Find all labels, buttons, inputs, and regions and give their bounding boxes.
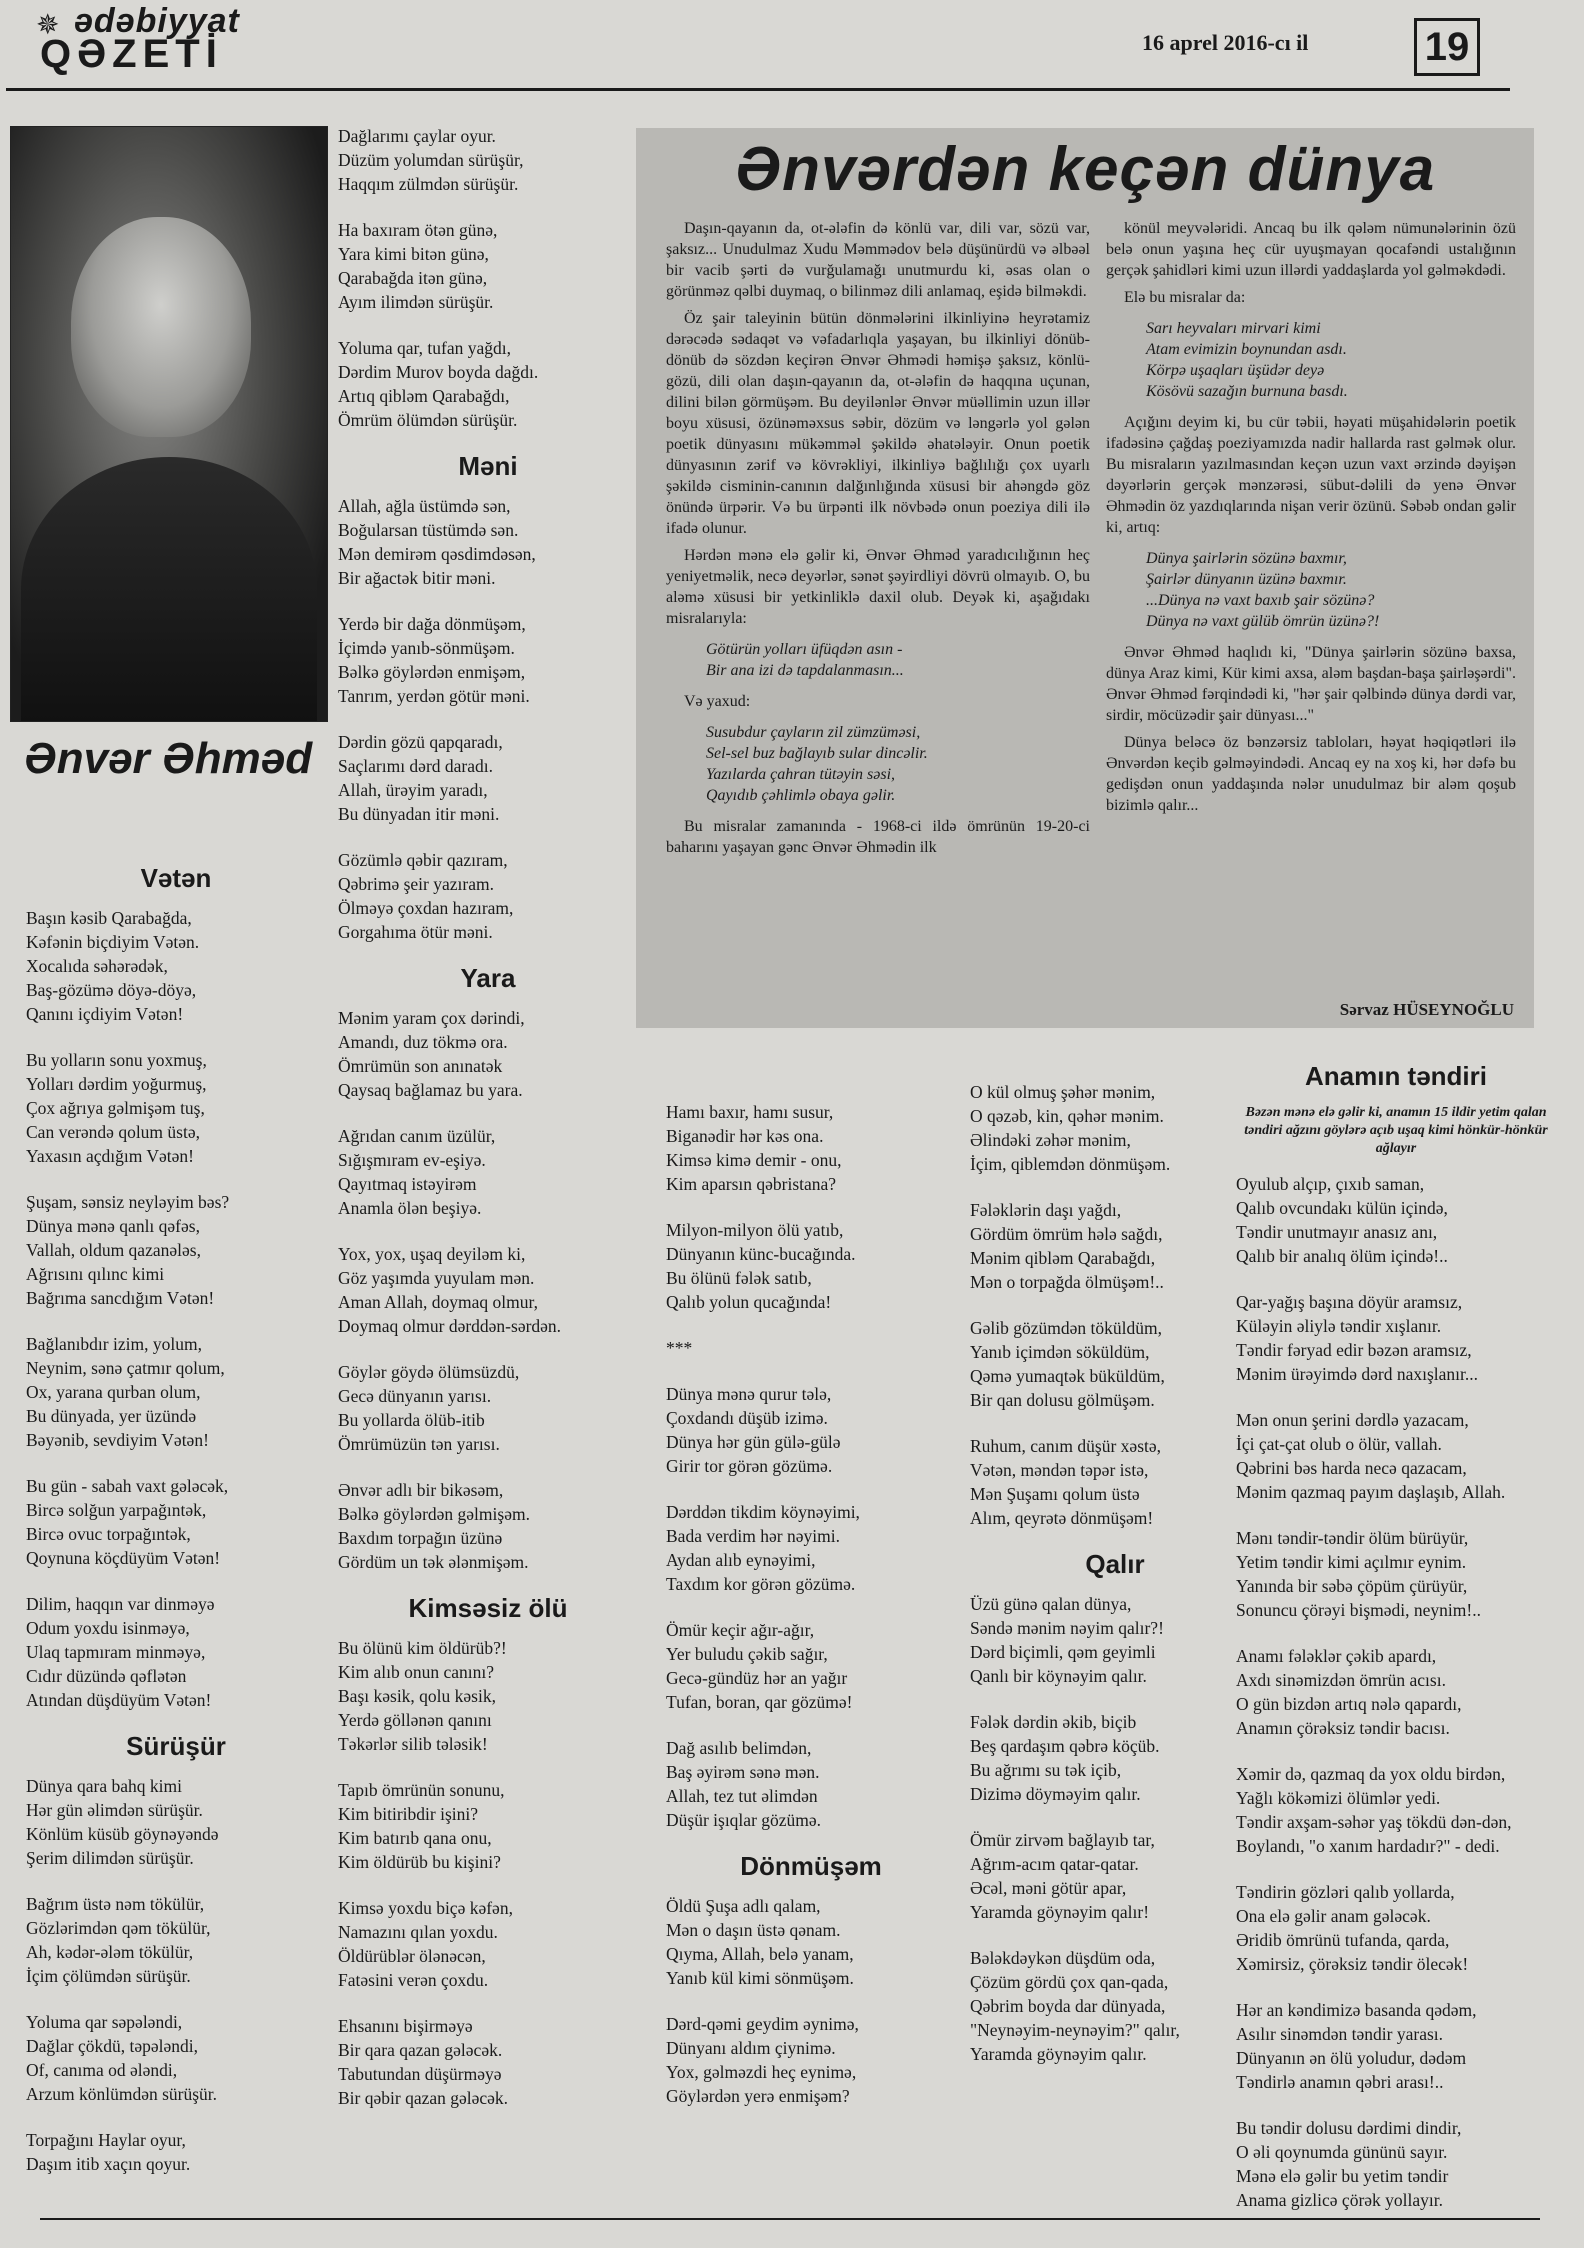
stanza: Qar-yağış başına döyür aramsız, Küləyin əliylə təndir xışlanır. Təndir fəryad edir bəzən aramsız, Mənim ürəyimdə dərd naxışlanır... [1236,1292,1479,1384]
stanza: Dağlarımı çaylar oyur. Düzüm yolumdan sürüşür, Haqqım zülmdən sürüşür. [338,126,524,194]
stanza: Ömür zirvəm bağlayıb tar, Ağrım-acım qatar-qatar. Əcəl, məni götür apar, Yaramda göynəyim qalır! [970,1830,1155,1922]
stanza-separator: *** [666,1338,693,1358]
stanza: Yox, yox, uşaq deyiləm ki, Göz yaşımda yuyulam mən. Aman Allah, doymaq olmur, Doymaq olmur dərddən-sərdən. [338,1244,562,1336]
poem-title-kimsesiz: Kimsəsiz ölü [408,1593,568,1623]
issue-date: 16 aprel 2016-cı il [1142,30,1309,55]
logo-line-2: QƏZETİ [40,32,223,76]
stanza: Hər an kəndimizə basanda qədəm, Asılır sinəmdən təndir yarası. Dünyanın ən ölü yoludur, dədəm Təndirlə anamın qəbri arası!.. [1236,2000,1477,2092]
article-paragraph: Açığını deyim ki, bu cür təbii, həyati müşahidələrin poetik ifadəsinə çağdaş poeziyamızda nadir hallarda rast gəlmək olur. Bu misraların yazılmasından keçən uzun vaxt ərzində dəyişən dəyərlərin gerçək mənzərəsi, sübut-dəlili də yenə Ənvər Əhmədin öz yazdıqlarında nişan verir özünü. Səbəb ondan gəlir ki, artıq: [1106,414,1516,536]
stanza: Başın kəsib Qarabağda, Kəfənin biçdiyim Vətən. Xocalıda səhərədək, Baş-gözümə döyə-döyə, Qanını içdiyim Vətən! [26,908,200,1024]
stanza: Allah, ağla üstümdə sən, Boğularsan tüstümdə sən. Mən demirəm qəsdimdəsən, Bir ağactək bitir məni. [338,496,536,588]
poem-title-anamin: Anamın təndiri [1304,1061,1487,1091]
article-verse: Susubdur çayların zil zümzüməsi, Sel-sel buz bağlayıb sular dincəlir. Yazılarda çahran tütəyin səsi, Qayıdıb çəhlimlə obaya gəlir. [706,724,928,804]
article-paragraph: Dünya beləcə öz bənzərsiz tabloları, həyat həqiqətləri ilə Ənvərdən keçib gəlməyindədi. Ancaq ey na xoş ki, hər dəfə bu gedişdən onun yaddaşında nələr unudulmaz bir aləm qoşub bizimlə qalır... [1106,734,1516,814]
article-paragraph: Öz şair taleyinin bütün dönmələrini ilkinliyinə heyrətamiz dərəcədə sədaqət və vəfadarlıqla yaşayan, bu ilkinliyi dönüb-dönüb də sözdən keçirən Ənvər Əhmədi həmişə şaksız, könlü-gözü, dili olan daşın-qayanın da, ot-ələfin də haqqına uçunan, dilini bilən görmüşəm. Bu deyilənlər Ənvər müəllimin uzun illər boyu xüsusi, özünəməxsus səbir, dözüm və ləngərlə yol gələn poetik dünyasını mükəmməl şəkildə əhatələyir. Onun poetik dünyasının zərif və kövrəkliyi, ilkinliyə bağlılığı çox uyarlı şəkildə cisminin-canının dalğınlığında xüsusi bir ahəngdə göz önündə ürpərir. Və bu ürpənti ilk növbədə onun poeziya dili ilə ifadə olunur. [666,310,1090,537]
stanza: Dağ asılıb belimdən, Baş əyirəm sənə mən. Allah, tez tut əlimdən Düşür işıqlar gözümə. [666,1738,822,1830]
article-box [636,128,1534,1028]
stanza: Ənvər adlı bir bikəsəm, Bəlkə göylərdən gəlmişəm. Baxdım torpağın üzünə Gördüm un tək ələnmişəm. [338,1480,530,1572]
article-paragraph: Ənvər Əhməd haqlıdı ki, "Dünya şairlərin sözünə baxsa, dünya Araz kimi, Kür kimi axsa, aləm başdan-başa şairləşərdi". Ənvər Əhməd fərqindədi ki, "hər şair qəlbində dünya dərdi var, sirdir, möcüzədir şair dünyası..." [1106,644,1516,724]
newspaper-logo [34,2,294,74]
author-name: Ənvər Əhməd [23,734,313,783]
stanza: Anamı fələklər çəkib apardı, Axdı sinəmizdən ömrün acısı. O gün bizdən artıq nələ qapardı, Anamın çörəksiz təndir bacısı. [1236,1646,1462,1738]
article-paragraph: könül meyvələridi. Ancaq bu ilk qələm nümunələrinin özü belə onun yaşına heç cür uyuşmayan qocafəndi ustalığının gerçək şahidləri kimi uzun illərdi yaddaşlarda yol gəlməkdədi. [1106,220,1516,279]
stanza: Yoluma qar səpələndi, Dağlar çökdü, təpələndi, Of, canıma od ələndi, Arzum könlümdən sürüşür. [26,2012,218,2104]
article-right-column [1106,218,1516,822]
article-verse: Sarı heyvaları mirvari kimi Atam evimizin boynundan asdı. Körpə uşaqları üşüdər deyə Kösövü sazağın burnuna basdı. [1146,320,1348,400]
stanza: Təndirin gözləri qalıb yollarda, Ona elə gəlir anam gələcək. Əridib ömrünü tufanda, qarda, Xəmirsiz, çörəksiz təndir ölecək! [1236,1882,1469,1974]
poem-title-qalir: Qalır [1085,1549,1145,1579]
article-verse: Götürün yolları üfüqdən asın - Bir ana izi də tapdalanmasın... [706,641,904,679]
logo-star-icon: ✵ [36,10,60,41]
stanza: Dilim, haqqın var dinməyə Odum yoxdu isinməyə, Ulaq tapmıram minməyə, Cıdır düzündə qəflətən Atından düşdüyüm Vətən! [26,1594,215,1710]
article-verse-note: Və yaxud: [684,693,751,710]
stanza: Dünya mənə qurur tələ, Çoxdandı düşüb izimə. Dünya hər gün gülə-gülə Girir tor görən gözümə. [666,1384,841,1476]
stanza: Mənı təndir-təndir ölüm bürüyür, Yetim təndir kimi açılmır eynim. Yanında bir səbə çöpüm çürüyür, Sonuncu çörəyi bişmədi, neynim!.. [1236,1528,1481,1620]
poem-title-meni: Məni [458,451,518,481]
poem-title-surusur: Sürüşür [126,1731,226,1761]
stanza: Yoluma qar, tufan yağdı, Dərdim Murov boyda dağdı. Artıq qibləm Qarabağdı, Ömrüm ölümdən sürüşür. [338,338,539,430]
article-signature: Sərvaz HÜSEYNOĞLU [1339,1000,1514,1019]
stanza: Bu gün - sabah vaxt gələcək, Bircə solğun yarpağıntək, Bircə ovuc torpağıntək, Qoynuna köçdüyüm Vətən! [26,1476,229,1568]
stanza: Torpağını Haylar oyur, Daşım itib xaçın qoyur. [26,2130,191,2174]
article-paragraph: Elə bu misralar da: [1124,289,1246,306]
stanza: Fələklərin daşı yağdı, Gördüm ömrüm hələ sağdı, Mənim qibləm Qarabağdı, Mən o torpağda ölmüşəm!.. [970,1200,1164,1292]
stanza: Dünya qara bahq kimi Hər gün əlimdən sürüşür. Könlüm küsüb göynəyəndə Şerim dilimdən sürüşür. [26,1776,219,1868]
stanza: Göylər göydə ölümsüzdü, Gecə dünyanın yarısı. Bu yollarda ölüb-itib Ömrümüzün tən yarısı. [338,1362,520,1454]
article-paragraph: Hərdən mənə elə gəlir ki, Ənvər Əhməd yaradıcılığının heç yeniyetməlik, necə deyərlər, sənət şəyirdliyi dövrü olmayıb. O, bu aləmə xüsusi bir yetkinliklə daxil olub. Deyək ki, aşağıdakı misralarıyla: [666,547,1090,627]
stanza: Üzü günə qalan dünya, Səndə mənim nəyim qalır?! Dərd biçimli, qəm geyimli Qanlı bir köynəyim qalır. [970,1594,1164,1686]
column-1 [26,858,326,2198]
stanza: Dərd-qəmi geydim əynimə, Dünyanı aldım çiynimə. Yox, gəlməzdi heç eynimə, Göylərdən yerə enmişəm? [666,2014,859,2106]
author-face [71,217,251,437]
stanza: Bağlanıbdır izim, yolum, Neynim, sənə çatmır qolum, Ox, yarana qurban olum, Bu dünyada, yer üzündə Bəyənib, sevdiyim Vətən! [26,1334,225,1450]
stanza: Gözümlə qəbir qazıram, Qəbrimə şeir yazıram. Ölməyə çoxdan hazıram, Gorgahıma ötür məni. [338,850,514,942]
stanza: Öldü Şuşa adlı qalam, Mən o daşın üstə qənam. Qıyma, Allah, belə yanam, Yanıb kül kimi sönmüşəm. [666,1896,854,1988]
poem-title-yara: Yara [460,963,516,993]
stanza: Bağrım üstə nəm tökülür, Gözlərimdən qəm tökülür, Ah, kədər-ələm tökülür, İçim çölümdən sürüşür. [26,1894,211,1986]
article-left-column [666,218,1090,864]
stanza: Hamı baxır, hamı susur, Biganədir hər kəs ona. Kimsə kimə demir - onu, Kim aparsın qəbristana? [666,1102,842,1194]
stanza: Bu təndir dolusu dərdimi dindir, O əli qoynumda gününü sayır. Mənə elə gəlir bu yetim təndir Anama gizlicə çörək yollayır. [1236,2118,1462,2210]
poem-epigraph: Bəzən mənə elə gəlir ki, anamın 15 ildir yetim qalan təndiri ağzını göylərə açıb uşaq kimi hönkür-hönkür ağlayır [1244,1105,1548,1156]
author-photo [10,126,328,722]
stanza: Bu ölünü kim öldürüb?! Kim alıb onun canını? Başı kəsik, qolu kəsik, Yerdə göllənən qanını Təkərlər silib tələsik! [338,1638,507,1754]
column-2 [338,124,638,2132]
article-paragraph: Daşın-qayanın da, ot-ələfin də könlü var, dili var, sözü var, şaksız... Unudulmaz Xudu Məmmədov belə düşünürdü və əlbəəl bir vacib şərti də vurğulamağı unutmurdu ki, əsas olan o görünməz qəlbi duymaq, o bilinməz dili anlamaq, eşidə bilməkdi. [666,220,1090,300]
article-paragraph: Bu misralar zamanında - 1968-ci ildə ömrünün 19-20-ci baharını yaşayan gənc Ənvər Əhmədin ilk [666,818,1090,856]
stanza: O kül olmuş şəhər mənim, O qəzəb, kin, qəhər mənim. Əlindəki zəhər mənim, İçim, qiblemdən dönmüşəm. [970,1082,1171,1174]
stanza: Gəlib gözümdən töküldüm, Yanıb içimdən söküldüm, Qəmə yumaqtək büküldüm, Bir qan dolusu gölmüşəm. [970,1318,1165,1410]
stanza: Şuşam, sənsiz neyləyim bəs? Dünya mənə qanlı qəfəs, Vallah, oldum qazanələs, Ağrısını qılınc kimi Bağrıma sancdığım Vətən! [26,1192,230,1308]
column-3 [666,1100,956,2130]
stanza: Dərddən tikdim köynəyimi, Bada verdim hər nəyimi. Aydan alıb eynəyimi, Taxdım kor görən gözümə. [666,1502,860,1594]
article-verse: Dünya şairlərin sözünə baxmır, Şairlər dünyanın üzünə baxmır. ...Dünya nə vaxt baxıb şair sözünə? Dünya nə vaxt gülüb ömrün üzünə?! [1146,550,1380,630]
stanza: Xəmir də, qazmaq da yox oldu birdən, Yağlı kökəmizi ölümlər yedi. Təndir axşam-səhər yaş tökdü dən-dən, Boylandı, "o xanım hardadır?" - dedi. [1236,1764,1512,1856]
author-suit [21,457,317,721]
top-rule [6,88,1510,91]
stanza: Ruhum, canım düşür xəstə, Vətən, məndən təpər istə, Mən Şuşamı qolum üstə Alım, qeyrətə dönmüşəm! [970,1436,1162,1528]
stanza: Milyon-milyon ölü yatıb, Dünyanın künc-bucağında. Bu ölünü fələk satıb, Qalıb yolun qucağında! [666,1220,856,1312]
bottom-rule [40,2218,1540,2220]
article-title: Ənvərdən keçən dünya [734,135,1436,204]
poem-title-donmusem: Dönmüşəm [740,1851,882,1881]
stanza: Dərdin gözü qapqaradı, Saçlarımı dərd daradı. Allah, ürəyim yaradı, Bu dünyadan itir məni. [338,732,503,824]
page-number: 19 [1414,18,1480,76]
stanza: Ağrıdan canım üzülür, Sığışmıram ev-eşiyə. Qayıtmaq istəyirəm Anamla ölən beşiyə. [338,1126,496,1218]
stanza: Ömür keçir ağır-ağır, Yer buludu çəkib sağır, Gecə-gündüz hər an yağır Tufan, boran, qar gözümə! [666,1620,853,1712]
stanza: Bu yolların sonu yoxmuş, Yolları dərdim yoğurmuş, Çox ağrıya gəlmişəm tuş, Can verəndə qolum üstə, Yaxasın açdığım Vətən! [26,1050,207,1166]
stanza: Fələk dərdin əkib, biçib Beş qardaşım qəbrə köçüb. Bu ağrımı su tək içib, Dizimə döyməyim qalır. [970,1712,1160,1804]
poem-title-veten: Vətən [140,863,212,893]
column-4 [970,1080,1260,2088]
stanza: Mənim yaram çox dərindi, Amandı, duz tökmə ora. Ömrümün son anınatək Qaysaq bağlamaz bu yara. [338,1008,525,1100]
stanza: Mən onun şerini dərdlə yazacam, İçi çat-çat olub o ölür, vallah. Qəbrini bəs harda necə qazacam, Mənim qazmaq payım daşlaşıb, Allah. [1236,1410,1506,1502]
stanza: Oyulub alçıp, çıxıb saman, Qalıb ovcundakı külün içində, Təndir unutmayır anasız anı, Qalıb bir analıq ölüm içində!.. [1236,1174,1448,1266]
stanza: Ha baxıram ötən günə, Yara kimi bitən günə, Qarabağda itən günə, Ayım ilimdən sürüşür. [338,220,498,312]
stanza: Ehsanını bişirməyə Bir qara qazan gələcək. Tabutundan düşürməyə Bir qəbir qazan gələcək. [338,2016,509,2108]
column-5 [1236,1056,1556,2234]
stanza: Tapıb ömrünün sonunu, Kim bitiribdir işini? Kim batırıb qana onu, Kim öldürüb bu kişini? [338,1780,505,1872]
stanza: Yerdə bir dağa dönmüşəm, İçimdə yanıb-sönmüşəm. Bəlkə göylərdən enmişəm, Tanrım, yerdən götür məni. [338,614,530,706]
logo-line-1: ədəbiyyat [74,2,240,40]
stanza: Bələkdəykən düşdüm oda, Çözüm gördü çox qan-qada, Qəbrim boyda dar dünyada, "Neynəyim-neynəyim?" qalır, Yaramda göynəyim qalır. [970,1948,1180,2064]
stanza: Kimsə yoxdu biçə kəfən, Namazını qılan yoxdu. Öldürüblər ölənəcən, Fatəsini verən çoxdu. [338,1898,513,1990]
